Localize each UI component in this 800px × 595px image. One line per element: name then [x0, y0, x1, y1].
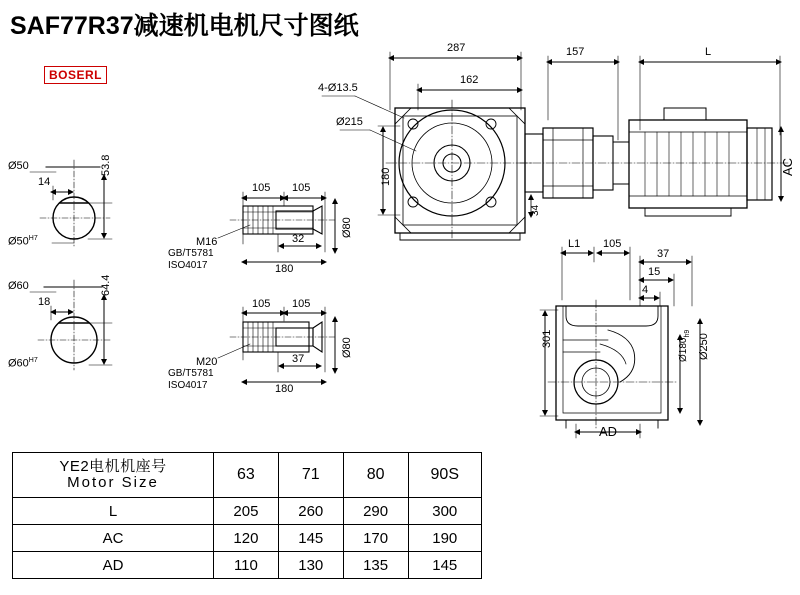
- dim-37-side: 37: [657, 248, 670, 260]
- dim-AD: AD: [599, 424, 618, 439]
- page-title: SAF77R37减速机电机尺寸图纸: [10, 12, 359, 40]
- table-header-zh: YE2电机机座号: [59, 458, 167, 476]
- dim-32: 32: [292, 233, 305, 245]
- label-iso-1: ISO4017: [168, 260, 208, 271]
- table-row: [13, 498, 482, 525]
- cell-AC-80: 170: [343, 525, 408, 552]
- dim-18: 18: [38, 296, 51, 308]
- dim-14: 14: [38, 176, 51, 188]
- dim-180-main: 180: [380, 167, 392, 186]
- dim-hole-spec: 4-Ø13.5: [318, 82, 358, 94]
- cell-L-71: 260: [278, 498, 343, 525]
- dim-4: 4: [642, 284, 649, 296]
- table-col-1: 71: [278, 453, 343, 498]
- dim-15: 15: [648, 266, 661, 278]
- dim-o60-h7: $Ø60^{H7}$: [8, 357, 38, 370]
- cell-AC-71: 145: [278, 525, 343, 552]
- label-m16: M16: [196, 236, 218, 248]
- row-label-AD: AD: [13, 552, 214, 579]
- dim-180-key1: 180: [275, 263, 294, 275]
- cell-AD-71: 130: [278, 552, 343, 579]
- row-label-L: L: [13, 498, 214, 525]
- table-col-2: 80: [343, 453, 408, 498]
- dim-105-b2: 105: [292, 298, 311, 310]
- table-header-en: Motor Size: [67, 474, 159, 491]
- label-m20: M20: [196, 356, 218, 368]
- dim-L: L: [705, 46, 712, 58]
- table-col-0: 63: [214, 453, 279, 498]
- dim-34: 34: [530, 204, 541, 216]
- cell-AC-63: 120: [214, 525, 279, 552]
- dim-105-b1: 105: [292, 182, 311, 194]
- dim-o80-1: Ø80: [341, 217, 353, 238]
- dim-o250: Ø250: [698, 333, 710, 360]
- cell-AD-63: 110: [214, 552, 279, 579]
- motor-size-table: [12, 452, 482, 579]
- label-gb-1: GB/T5781: [168, 248, 214, 259]
- brand-logo: BOSERL: [44, 66, 107, 84]
- label-iso-2: ISO4017: [168, 380, 208, 391]
- table-header-label: [13, 453, 214, 498]
- cell-L-90S: 300: [408, 498, 481, 525]
- dim-301: 301: [541, 329, 553, 348]
- dim-AC: AC: [780, 157, 795, 176]
- dim-64-4: 64.4: [100, 274, 112, 296]
- dim-o50-h7: $Ø50^{H7}$: [8, 235, 38, 248]
- row-label-AC: AC: [13, 525, 214, 552]
- keyway-detail-lower: [218, 307, 338, 385]
- table-col-3: 90S: [408, 453, 481, 498]
- dim-o80-2: Ø80: [341, 337, 353, 358]
- dim-287: 287: [447, 42, 466, 54]
- cell-L-80: 290: [343, 498, 408, 525]
- dim-53-8: 53.8: [100, 154, 112, 176]
- dim-o180: $Ø180_{h9}$: [678, 329, 691, 362]
- dim-o50: Ø50: [8, 160, 29, 172]
- dim-37-key2: 37: [292, 353, 305, 365]
- dim-157: 157: [566, 46, 585, 58]
- dim-bore-215: Ø215: [336, 116, 363, 128]
- dim-105-a1: 105: [252, 182, 271, 194]
- dim-o60: Ø60: [8, 280, 29, 292]
- label-gb-2: GB/T5781: [168, 368, 214, 379]
- main-assembly-view: [322, 52, 790, 240]
- dim-105-side: 105: [603, 238, 622, 250]
- dim-180-key2: 180: [275, 383, 294, 395]
- cell-L-63: 205: [214, 498, 279, 525]
- dim-162: 162: [460, 74, 479, 86]
- cell-AC-90S: 190: [408, 525, 481, 552]
- dim-L1: L1: [568, 238, 581, 250]
- table-row: [13, 525, 482, 552]
- table-row: [13, 552, 482, 579]
- cell-AD-90S: 145: [408, 552, 481, 579]
- keyway-detail-upper: [218, 192, 338, 265]
- cell-AD-80: 135: [343, 552, 408, 579]
- table-header-row: [13, 453, 482, 498]
- dim-105-a2: 105: [252, 298, 271, 310]
